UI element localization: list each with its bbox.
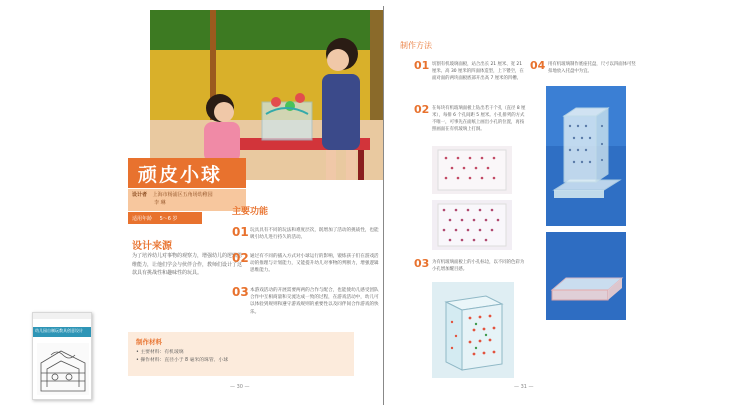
function-heading: 主要功能 bbox=[232, 207, 269, 217]
hole-template-image-2 bbox=[432, 200, 512, 250]
function-item-1 bbox=[232, 226, 382, 241]
book-thumbnail bbox=[32, 312, 92, 400]
method-heading: 制作方法 bbox=[400, 41, 432, 50]
materials-heading: 制作材料 bbox=[136, 338, 162, 346]
hole-template-image-1 bbox=[432, 146, 512, 194]
function-item-3 bbox=[232, 286, 382, 316]
material-item: • 主要材料：有机玻璃 bbox=[136, 350, 184, 355]
cube-on-tray-image bbox=[546, 86, 626, 226]
step-1 bbox=[414, 60, 526, 82]
thumbnail-title: 幼儿园自制玩教具创意设计 bbox=[35, 328, 83, 333]
materials-box bbox=[128, 332, 354, 376]
designer-org: 上海市杨浦区五角场幼稚园 bbox=[152, 192, 213, 198]
designer-box bbox=[128, 189, 246, 211]
step-text: 为有机玻璃面板上的小孔标边，以不同的色彩为小孔增加醒目感。 bbox=[432, 260, 525, 272]
thumbnail-illustration bbox=[37, 343, 89, 395]
designer-name: 李 琳 bbox=[154, 200, 166, 206]
design-source-heading: 设计来源 bbox=[132, 241, 172, 252]
function-number: 03 bbox=[232, 285, 249, 299]
designer-row bbox=[132, 191, 242, 199]
step-number: 03 bbox=[414, 257, 430, 270]
left-page bbox=[118, 0, 384, 405]
design-source-text: 为了培养幼儿对事物的观察力，增强幼儿的逻辑思维能力，让他们学会与伙伴合作，教师们设计了这款具有挑战性和趣味性的玩具。 bbox=[132, 253, 243, 276]
right-page bbox=[384, 0, 646, 405]
function-text: 通过有不同的插入方式对小球运行的影响，锻炼孩子们在游戏活动的推理与计划能力，又能提升幼儿对事物的判断力，增强逻辑思维能力。 bbox=[250, 254, 379, 274]
function-item-2 bbox=[232, 252, 382, 275]
colored-hole-cube-image bbox=[432, 282, 514, 378]
step-3 bbox=[414, 258, 526, 273]
designer-label: 设计者 bbox=[132, 192, 148, 198]
function-number: 02 bbox=[232, 251, 249, 265]
page-number-left: — 30 — bbox=[230, 384, 250, 390]
step-number: 04 bbox=[530, 59, 546, 72]
step-4 bbox=[530, 60, 640, 75]
age-label: 适用年龄 bbox=[132, 216, 153, 222]
toy-title: 顽皮小球 bbox=[138, 163, 223, 186]
age-value: 5～6 岁 bbox=[159, 216, 178, 222]
material-item: • 操作材料：直径小于 8 毫米的珠管、小球 bbox=[136, 358, 229, 363]
children-playing-photo bbox=[150, 10, 402, 180]
toy-title-box bbox=[128, 158, 246, 188]
step-number: 02 bbox=[414, 103, 430, 116]
step-2 bbox=[414, 104, 526, 133]
step-number: 01 bbox=[414, 59, 430, 72]
thumbnail-top-strip bbox=[33, 313, 91, 319]
age-box bbox=[128, 212, 202, 224]
designer-name-row bbox=[132, 199, 242, 207]
function-text: 本游戏活动的开展需要两两的合作与配合，也能使幼儿感受团队合作中互相商量和交流达成一致的过程，在游戏活动中，幼儿可以体验到规则和遵守游戏规则的重要性以及同伴间合作游戏的快乐。 bbox=[250, 288, 379, 315]
function-number: 01 bbox=[232, 225, 249, 239]
empty-tray-image bbox=[546, 232, 626, 320]
step-text: 切割有机玻璃面板，站合出长 21 厘米、宽 21 厘米、高 30 厘米的四面体造型，上下镂空，在面对面的两块面板底部开出高 7 厘米的凹槽。 bbox=[432, 62, 524, 81]
function-text: 玩具具有不同的玩法和难度层次，既增加了活动的挑战性，也能吸引幼儿进行持久的活动。 bbox=[250, 228, 379, 241]
page-number-right: — 31 — bbox=[514, 384, 534, 390]
step-text: 在每块有机玻璃面板上钻出若干个孔（直径 8 厘米），每排 6 个孔间距 5 厘米。小孔排列的方式不唯一，可事先在面纸上画出小孔的位置，再按照画面在有机玻璃上打洞。 bbox=[432, 106, 526, 132]
step-text: 用有机玻璃制作底座托盘，尺寸以四面体可竖扣地放入托盘中为宜。 bbox=[548, 62, 636, 74]
